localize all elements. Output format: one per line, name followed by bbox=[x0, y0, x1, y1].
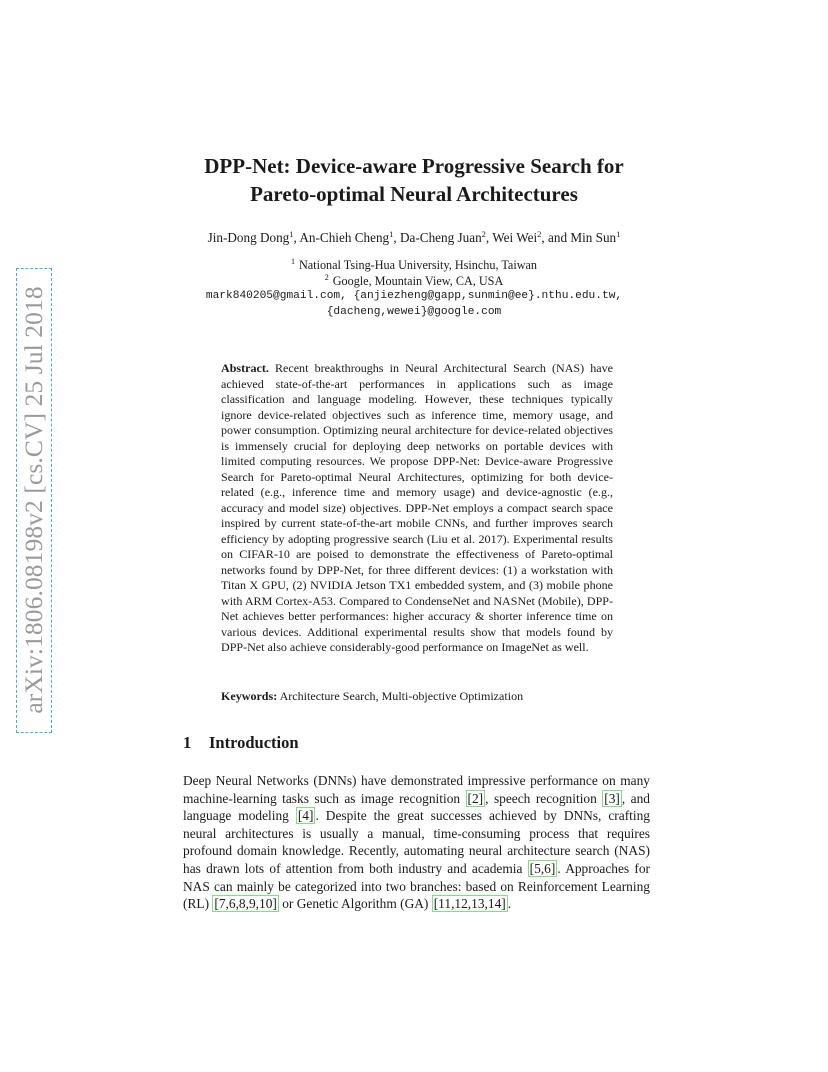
author-name: Jin-Dong Dong bbox=[207, 230, 290, 245]
paragraph-text: . bbox=[507, 896, 512, 912]
author-affiliation-mark: 2 bbox=[537, 229, 542, 239]
affiliation-number: 1 bbox=[290, 257, 295, 266]
citation-link[interactable]: [7,6,8,9,10] bbox=[214, 896, 277, 912]
title-line-2: Pareto-optimal Neural Architectures bbox=[250, 182, 578, 206]
section-title: Introduction bbox=[209, 733, 299, 752]
affiliation-text: Google, Mountain View, CA, USA bbox=[332, 273, 504, 288]
citation-link[interactable]: [5,6] bbox=[529, 860, 556, 876]
author-name: Min Sun bbox=[570, 230, 617, 245]
abstract-label: Abstract. bbox=[221, 361, 269, 375]
author-affiliation-mark: 2 bbox=[481, 229, 486, 239]
paragraph-text: , speech recognition bbox=[485, 790, 603, 806]
affiliation-number: 2 bbox=[324, 272, 329, 282]
author-affiliation-mark: 1 bbox=[616, 229, 621, 239]
title-line-1: DPP-Net: Device-aware Progressive Search for bbox=[204, 154, 624, 178]
paragraph-text: . Approaches for NAS can mainly be categorized into two branches: based on Reinforcement Learning (RL) bbox=[183, 860, 650, 912]
author-name: Wei Wei bbox=[492, 230, 538, 245]
author-affiliation-mark: 1 bbox=[289, 229, 294, 239]
keywords bbox=[221, 689, 613, 705]
author-affiliation-mark: 1 bbox=[389, 229, 394, 239]
author-separator: , bbox=[485, 230, 493, 245]
affiliation-2 bbox=[0, 274, 828, 290]
affiliations bbox=[0, 258, 828, 320]
paragraph-text: , and language modeling bbox=[183, 790, 650, 824]
paragraph-text: or Genetic Algorithm (GA) bbox=[278, 896, 432, 912]
author-separator: , and bbox=[541, 230, 571, 245]
keywords-text: Architecture Search, Multi-objective Optimization bbox=[279, 689, 524, 703]
abstract-text: Recent breakthroughs in Neural Architectural Search (NAS) have achieved state-of-the-art performances in applications such as image classification and language modeling. However, these techniques typically ignore device-related objectives such as inference time, memory usage, and power consumption. Optimizing neural architecture for device-related objectives is immensely crucial for deploying deep networks on portable devices with limited computing resources. We propose DPP-Net: Device-aware Progressive Search for Pareto-optimal Neural Architectures, optimizing for both device-related (e.g., inference time and memory usage) and device-agnostic (e.g., accuracy and model size) objectives. DPP-Net employs a compact search space inspired by current state-of-the-art mobile CNNs, and further improves search efficiency by adopting progressive search (Liu et al. 2017). Experimental results on CIFAR-10 are poised to demonstrate the effectiveness of Pareto-optimal networks found by DPP-Net, for three different devices: (1) a workstation with Titan X GPU, (2) NVIDIA Jetson TX1 embedded system, and (3) mobile phone with ARM Cortex-A53. Compared to CondenseNet and NASNet (Mobile), DPP-Net achieves better performances: higher accuracy & shorter inference time on various devices. Additional experimental results show that models found by DPP-Net also achieve considerably-good performance on ImageNet as well. bbox=[221, 361, 613, 654]
citation-link[interactable]: [3] bbox=[604, 790, 620, 806]
paragraph-text: . Despite the great successes achieved by DNNs, crafting neural architectures is usually a manual, time-consuming process that requires profound domain knowledge. Recently, automating neural architecture search (NAS) has drawn lots of attention from both industry and academia bbox=[183, 808, 651, 876]
abstract bbox=[221, 361, 613, 656]
arxiv-identifier: arXiv:1806.08198v2 [cs.CV] 25 Jul 2018 bbox=[19, 286, 48, 714]
email-line-2: {dacheng,wewei}@google.com bbox=[326, 305, 502, 318]
section-number: 1 bbox=[183, 733, 192, 752]
section-heading bbox=[183, 733, 299, 753]
paragraph-text: Deep Neural Networks (DNNs) have demonstrated impressive performance on many machine-learning tasks such as image recognition bbox=[183, 773, 650, 806]
author-list bbox=[0, 229, 828, 247]
keywords-label: Keywords: bbox=[221, 689, 278, 703]
paper-title bbox=[0, 152, 828, 208]
author-separator: , bbox=[293, 230, 300, 245]
author-name: An-Chieh Cheng bbox=[299, 230, 390, 245]
affiliation-1 bbox=[0, 258, 828, 274]
author-separator: , bbox=[393, 230, 400, 245]
affiliation-text: National Tsing-Hua University, Hsinchu, Taiwan bbox=[298, 258, 538, 272]
citation-link[interactable]: [4] bbox=[297, 808, 314, 824]
introduction-paragraph bbox=[183, 772, 650, 913]
author-name: Da-Cheng Juan bbox=[400, 230, 482, 245]
citation-link[interactable]: [2] bbox=[467, 790, 484, 806]
citation-link[interactable]: [11,12,13,14] bbox=[433, 896, 506, 912]
email-line-1: mark840205@gmail.com, {anjiezheng@gapp,sunmin@ee}.nthu.edu.tw, bbox=[205, 290, 623, 302]
